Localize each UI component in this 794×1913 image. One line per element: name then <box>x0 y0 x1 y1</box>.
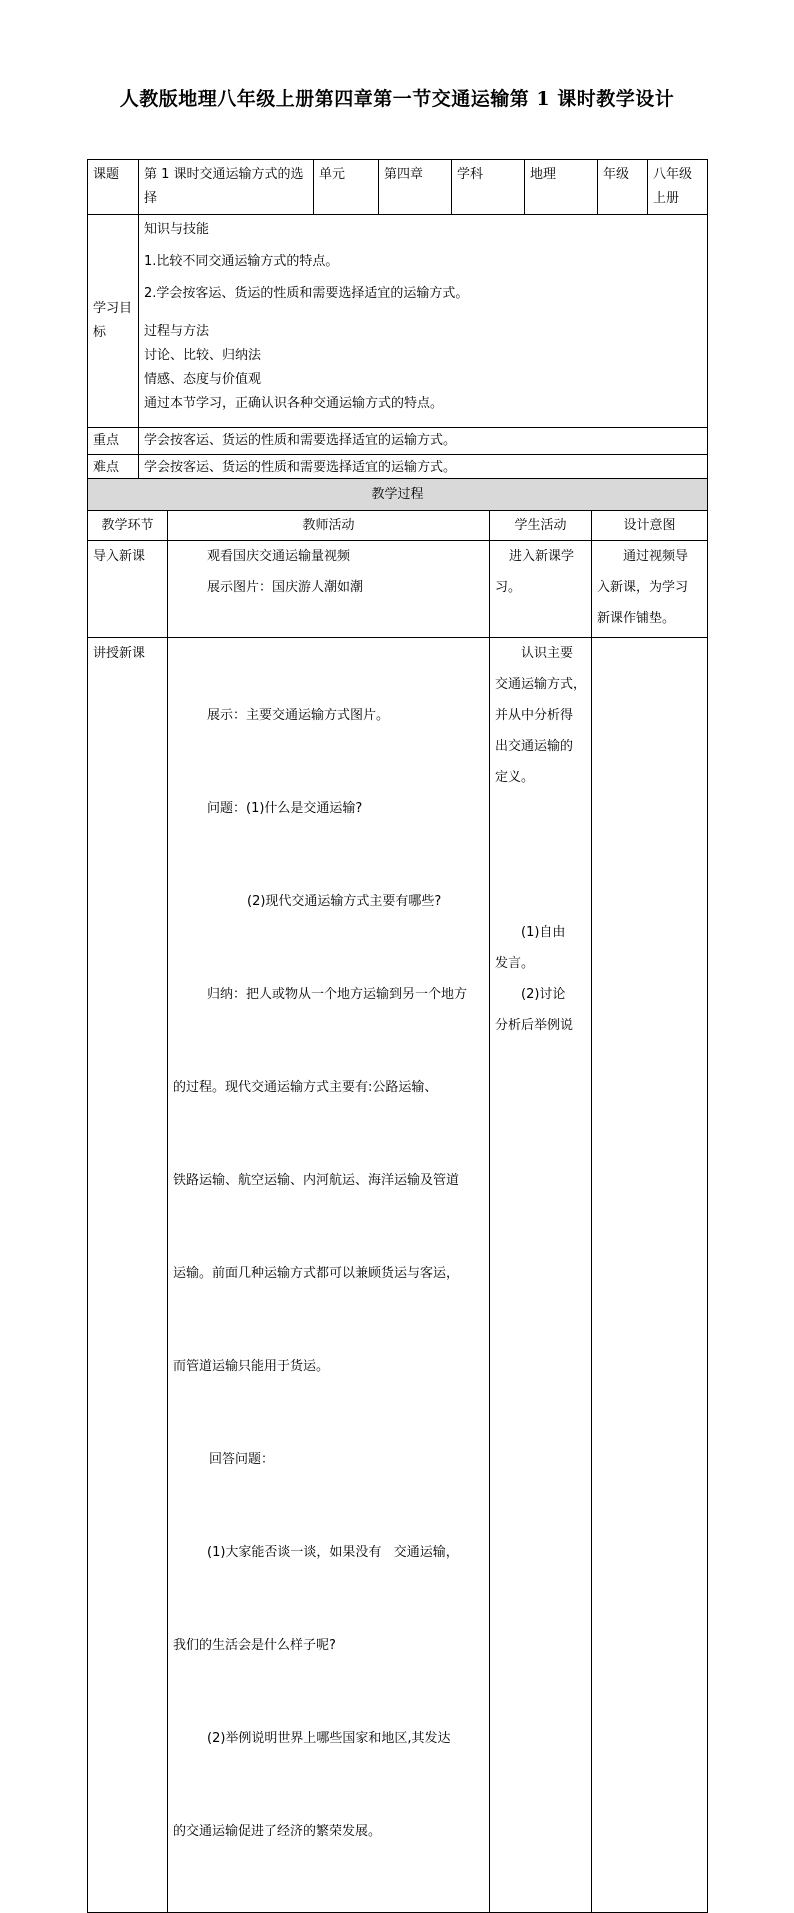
teacher-line: 的交通运输促进了经济的繁荣发展。 <box>173 1824 382 1839</box>
teacher-line: 而管道运输只能用于货运。 <box>173 1359 330 1374</box>
key-point-value: 学会按客运、货运的性质和需要选择适宜的运输方式。 <box>139 428 708 455</box>
teacher-line: 回答问题： <box>209 1452 275 1467</box>
objectives-label: 学习目标 <box>88 215 139 428</box>
teacher-line: 运输。前面几种运输方式都可以兼顾货运与客运， <box>173 1266 460 1281</box>
key-point-label: 重点 <box>88 428 139 455</box>
teacher-line: (2)举例说明世界上哪些国家和地区,其发达 <box>207 1731 451 1746</box>
lesson-info-table <box>87 159 708 482</box>
student-activity-intro <box>490 541 592 638</box>
student-line: 交通运输方式， <box>495 677 587 692</box>
unit-label: 单元 <box>314 160 379 215</box>
table-row <box>88 638 708 1913</box>
difficulty-value: 学会按客运、货运的性质和需要选择适宜的运输方式。 <box>139 455 708 482</box>
teacher-line: 展示：主要交通运输方式图片。 <box>207 708 390 723</box>
objective-line: 讨论、比较、归纳法 <box>144 348 262 363</box>
student-line: 认识主要 <box>521 646 574 661</box>
objective-line: 2.学会按客运、货运的性质和需要选择适宜的运输方式。 <box>144 286 469 301</box>
difficulty-label: 难点 <box>88 455 139 482</box>
design-intent-new-lesson <box>592 638 708 1913</box>
design-intent-intro <box>592 541 708 638</box>
student-line: 发言。 <box>495 956 535 971</box>
objective-line: 通过本节学习，正确认识各种交通运输方式的特点。 <box>144 396 444 411</box>
teacher-line: 的过程。现代交通运输方式主要有:公路运输、 <box>173 1080 438 1095</box>
teacher-line: (2)现代交通运输方式主要有哪些? <box>247 894 442 909</box>
teacher-line: 归纳：把人或物从一个地方运输到另一个地方 <box>207 987 468 1002</box>
topic-label: 课题 <box>88 160 139 215</box>
teacher-activity-new-lesson <box>168 638 490 1913</box>
process-heading: 教学过程 <box>88 479 708 511</box>
stage-intro: 导入新课 <box>88 541 168 638</box>
column-header-student: 学生活动 <box>490 511 592 541</box>
objective-line: 过程与方法 <box>144 324 210 339</box>
grade-label: 年级 <box>598 160 648 215</box>
teacher-line: 问题：(1)什么是交通运输? <box>207 801 363 816</box>
student-line: 分析后举例说 <box>495 1018 574 1033</box>
student-line: 定义。 <box>495 770 535 785</box>
teacher-activity-intro <box>168 541 490 638</box>
table-row <box>88 541 708 638</box>
intent-line: 入新课，为学习 <box>597 580 689 595</box>
objective-line: 知识与技能 <box>144 222 210 237</box>
subject-label: 学科 <box>452 160 525 215</box>
student-line: 习。 <box>495 580 522 595</box>
intent-line: 新课作铺垫。 <box>597 611 676 626</box>
student-line: 进入新课学 <box>509 549 575 564</box>
grade-value: 八年级上册 <box>648 160 708 215</box>
teacher-line: 铁路运输、航空运输、内河航运、海洋运输及管道 <box>173 1173 460 1188</box>
teacher-line: (1)大家能否谈一谈，如果没有 交通运输， <box>207 1545 459 1560</box>
student-line: 出交通运输的 <box>495 739 574 754</box>
column-header-intent: 设计意图 <box>592 511 708 541</box>
intent-line: 通过视频导 <box>623 549 689 564</box>
student-activity-new-lesson <box>490 638 592 1913</box>
column-header-stage: 教学环节 <box>88 511 168 541</box>
column-header-teacher: 教师活动 <box>168 511 490 541</box>
stage-new-lesson: 讲授新课 <box>88 638 168 1913</box>
topic-value: 第 1 课时交通运输方式的选择 <box>139 160 314 215</box>
teacher-line: 展示图片：国庆游人潮如潮 <box>207 580 364 595</box>
teacher-line: 观看国庆交通运输量视频 <box>207 549 351 564</box>
unit-value: 第四章 <box>379 160 452 215</box>
student-line: (1)自由 <box>521 925 566 940</box>
objective-line: 情感、态度与价值观 <box>144 372 262 387</box>
objectives-content <box>139 215 708 428</box>
student-line: 并从中分析得 <box>495 708 574 723</box>
document-title: 人教版地理八年级上册第四章第一节交通运输第 1 课时教学设计 <box>119 88 675 110</box>
teaching-process-table <box>87 478 708 1913</box>
objective-line: 1.比较不同交通运输方式的特点。 <box>144 254 339 269</box>
teacher-line: 我们的生活会是什么样子呢? <box>173 1638 336 1653</box>
student-line: (2)讨论 <box>521 987 566 1002</box>
subject-value: 地理 <box>525 160 598 215</box>
